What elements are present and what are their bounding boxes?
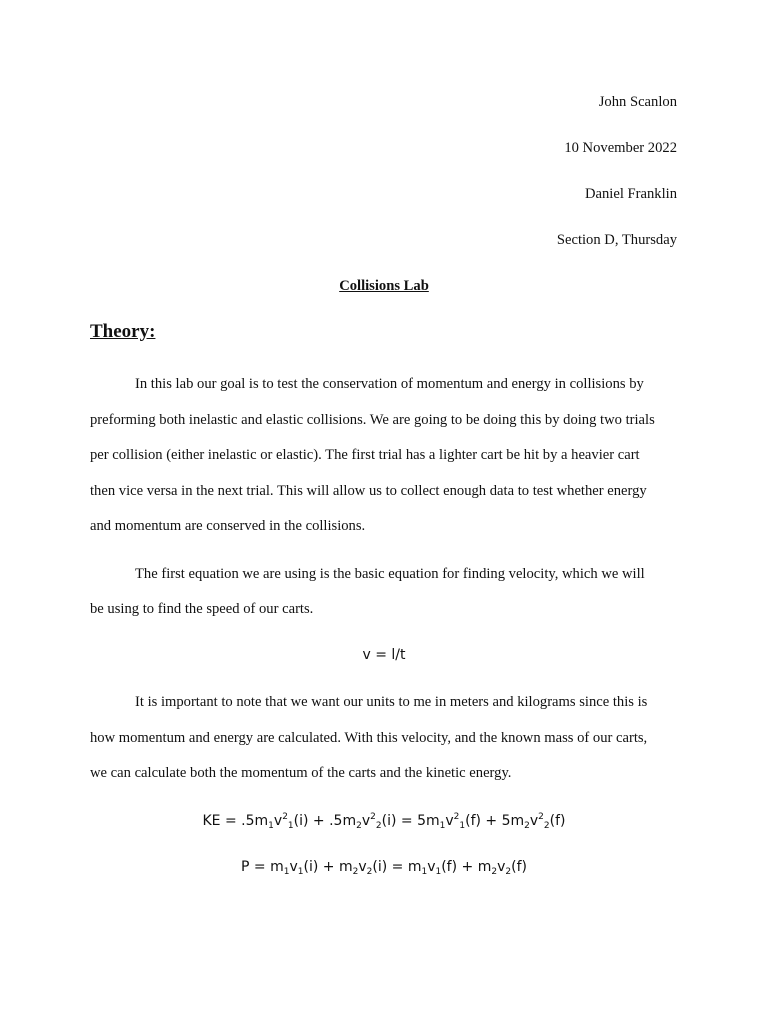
ke-term-2-mass-sub: 2 (356, 821, 362, 831)
p-term-1-v-sub: 1 (297, 867, 304, 877)
ke-lhs: KE = (202, 813, 242, 829)
p-term-3-m-sub: 1 (421, 867, 428, 877)
kinetic-energy-equation (0, 812, 768, 831)
ke-term-1-power: 2 (282, 812, 288, 822)
ke-term-3-v: v (445, 813, 454, 829)
paragraph-1-line: In this lab our goal is to test the conservation of momentum and energy in collisions by (135, 376, 644, 392)
instructor-name: Daniel Franklin (584, 186, 677, 202)
paragraph-3-line: we can calculate both the momentum of the carts and the kinetic energy. (90, 765, 512, 781)
ke-term-4-v-sub: 2 (543, 821, 550, 831)
p-term-1-m-sub: 1 (283, 867, 290, 877)
report-date: 10 November 2022 (564, 140, 677, 156)
p-term-2-m: m (338, 859, 353, 875)
class-section: Section D, Thursday (556, 232, 677, 248)
paragraph-1-line: preforming both inelastic and elastic collisions. We are going to be doing this by doing two trials (90, 412, 655, 428)
p-term-2-v-sub: 2 (366, 867, 373, 877)
theory-heading: Theory: (90, 321, 156, 342)
ke-term-3-mass-sub: 1 (439, 821, 446, 831)
ke-term-4-v: v (529, 813, 539, 829)
ke-term-4-state: (f) (549, 813, 566, 829)
p-term-4-state: (f) (511, 859, 527, 875)
p-term-4-m-sub: 2 (491, 867, 498, 877)
ke-term-4-mass-sub: 2 (524, 821, 530, 831)
p-term-2-v: v (358, 859, 367, 875)
paragraph-3-line: It is important to note that we want our units to me in meters and kilograms since this is (135, 694, 648, 710)
p-term-3-m: m (407, 859, 422, 875)
ke-term-3-v-sub: 1 (459, 821, 466, 831)
p-term-1-m: m (270, 859, 284, 875)
document-title: Collisions Lab (339, 278, 429, 294)
p-term-4-v: v (497, 859, 506, 875)
paragraph-1-line: per collision (either inelastic or elastic). The first trial has a lighter cart be hit by a heavier cart (90, 447, 640, 463)
ke-term-2-power: 2 (370, 812, 376, 822)
p-term-4-m: m (477, 859, 492, 875)
author-name: John Scanlon (598, 94, 677, 110)
ke-term-1-state: (i) + (293, 813, 330, 829)
ke-term-2-state: (i) = (381, 813, 418, 829)
ke-term-2-v: v (361, 813, 371, 829)
ke-term-1-mass-sub: 1 (268, 821, 274, 831)
p-lhs: P = (241, 859, 271, 875)
p-term-1-v: v (289, 859, 298, 875)
paragraph-3-line: how momentum and energy are calculated. With this velocity, and the known mass of our carts, (90, 730, 648, 746)
ke-term-3-state: (f) + (465, 813, 502, 829)
ke-term-4-power: 2 (538, 812, 544, 822)
p-term-1-state: (i) + (303, 859, 339, 875)
ke-term-1-coef: .5m (241, 813, 269, 829)
p-term-3-v-sub: 1 (435, 867, 442, 877)
p-term-3-state: (f) + (441, 859, 478, 875)
velocity-equation: v = l/t (362, 647, 406, 663)
paragraph-2-line: be using to find the speed of our carts. (90, 601, 314, 617)
paragraph-1-line: and momentum are conserved in the collisions. (90, 518, 366, 534)
p-term-4-v-sub: 2 (505, 867, 512, 877)
paragraph-2-line: The first equation we are using is the basic equation for finding velocity, which we will (135, 566, 645, 582)
paragraph-1-line: then vice versa in the next trial. This will allow us to collect enough data to test whether energy (90, 483, 647, 499)
ke-term-3-coef: 5m (417, 813, 440, 829)
momentum-equation (0, 859, 768, 877)
p-term-3-v: v (427, 859, 436, 875)
ke-term-1-v-sub: 1 (287, 821, 294, 831)
ke-term-2-coef: .5m (329, 813, 357, 829)
ke-term-3-power: 2 (453, 812, 460, 822)
p-term-2-state: (i) = (372, 859, 408, 875)
ke-term-1-v: v (273, 813, 283, 829)
ke-term-4-coef: 5m (501, 813, 525, 829)
ke-term-2-v-sub: 2 (375, 821, 382, 831)
p-term-2-m-sub: 2 (352, 867, 359, 877)
